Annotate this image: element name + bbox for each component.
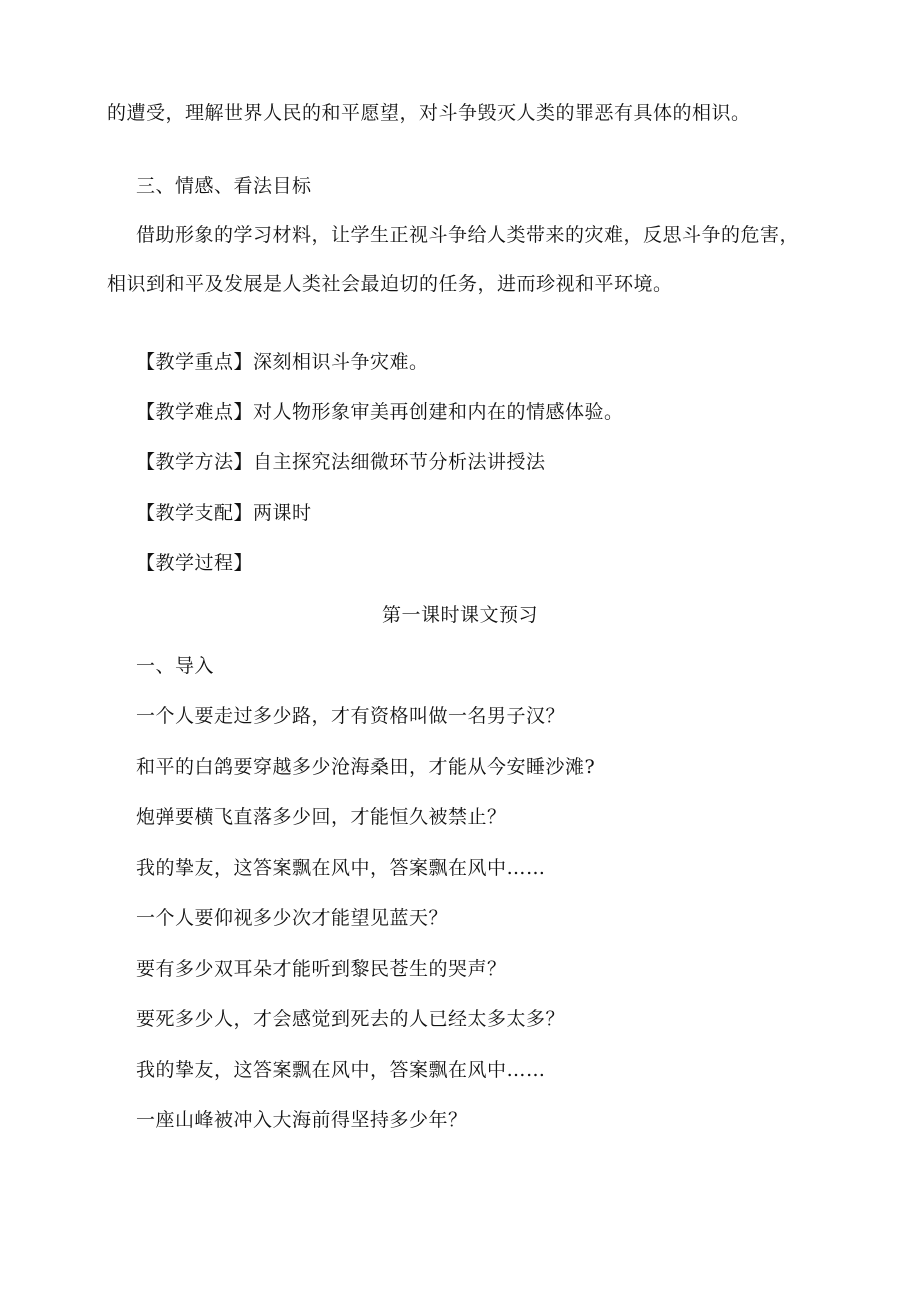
section-heading: 一、导入 [136, 655, 215, 677]
paragraph-line: 借助形象的学习材料，让学生正视斗争给人类带来的灾难，反思斗争的危害， [136, 224, 800, 246]
paragraph-line: 的遭受，理解世界人民的和平愿望，对斗争毁灭人类的罪恶有具体的相识。 [107, 102, 751, 124]
poem-line: 一个人要仰视多少次才能望见蓝天？ [136, 907, 449, 929]
teaching-method: 【教学方法】自主探究法细微环节分析法讲授法 [136, 451, 546, 473]
teaching-schedule: 【教学支配】两课时 [136, 502, 312, 524]
poem-line: 炮弹要横飞直落多少回，才能恒久被禁止？ [136, 806, 507, 828]
poem-line: 一座山峰被冲入大海前得坚持多少年？ [136, 1109, 468, 1131]
lesson-title: 第一课时课文预习 [381, 604, 538, 626]
poem-line: 我的挚友，这答案飘在风中，答案飘在风中…… [136, 857, 546, 879]
poem-line: 要死多少人，才会感觉到死去的人已经太多太多？ [136, 1008, 566, 1030]
teaching-focus: 【教学重点】深刻相识斗争灾难。 [136, 351, 429, 373]
paragraph-line: 相识到和平及发展是人类社会最迫切的任务，进而珍视和平环境。 [107, 273, 673, 295]
poem-line: 我的挚友，这答案飘在风中，答案飘在风中…… [136, 1059, 546, 1081]
section-heading: 三、情感、看法目标 [136, 175, 312, 197]
poem-line: 一个人要走过多少路，才有资格叫做一名男子汉？ [136, 705, 566, 727]
teaching-difficulty: 【教学难点】对人物形象审美再创建和内在的情感体验。 [136, 401, 624, 423]
poem-line: 要有多少双耳朵才能听到黎民苍生的哭声？ [136, 958, 507, 980]
poem-line: 和平的白鸽要穿越多少沧海桑田，才能从今安睡沙滩? [136, 756, 596, 778]
teaching-process: 【教学过程】 [136, 552, 254, 574]
